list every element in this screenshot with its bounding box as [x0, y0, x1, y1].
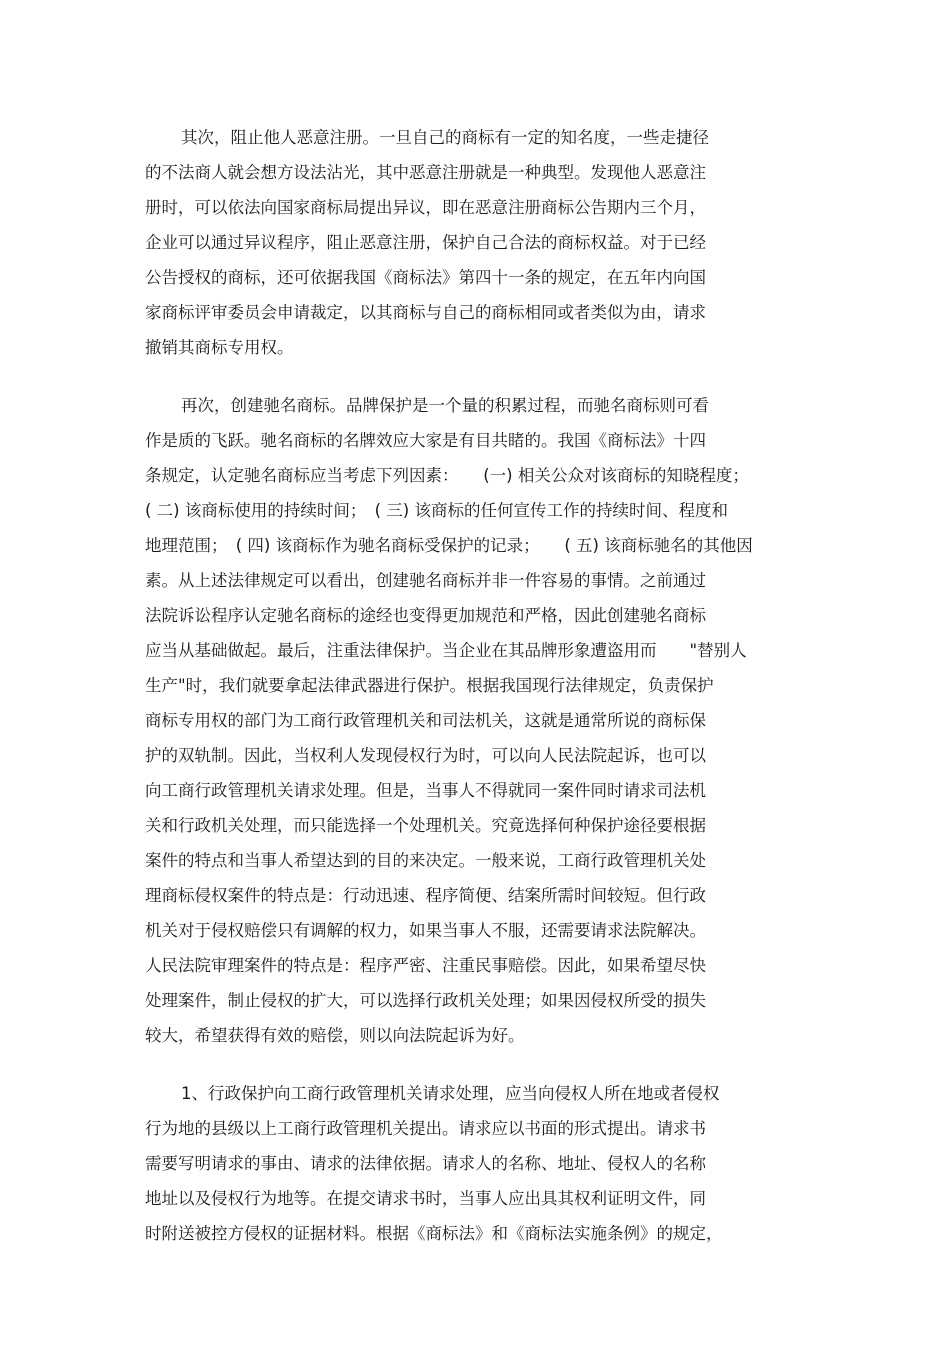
text-line: 撤销其商标专用权。 — [145, 338, 294, 357]
text-line: 生产"时，我们就要拿起法律武器进行保护。根据我国现行法律规定，负责保护 — [145, 676, 714, 695]
text-line: 向工商行政管理机关请求处理。但是，当事人不得就同一案件同时请求司法机 — [145, 781, 706, 800]
text-line: 机关对于侵权赔偿只有调解的权力，如果当事人不服，还需要请求法院解决。 — [145, 921, 706, 940]
text-line: 商标专用权的部门为工商行政管理机关和司法机关，这就是通常所说的商标保 — [145, 711, 706, 730]
text-line: 护的双轨制。因此，当权利人发现侵权行为时，可以向人民法院起诉，也可以 — [145, 746, 706, 765]
text-line: 处理案件，制止侵权的扩大，可以选择行政机关处理；如果因侵权所受的损失 — [145, 991, 706, 1010]
text-line: 地理范围； ( 四) 该商标作为驰名商标受保护的记录； ( 五) 该商标驰名的其他因 — [145, 536, 753, 555]
text-line: 公告授权的商标，还可依据我国《商标法》第四十一条的规定，在五年内向国 — [145, 268, 706, 287]
text-line: 企业可以通过异议程序，阻止恶意注册，保护自己合法的商标权益。对于已经 — [145, 233, 706, 252]
text-line: 家商标评审委员会申请裁定，以其商标与自己的商标相同或者类似为由，请求 — [145, 303, 706, 322]
text-line: 作是质的飞跃。驰名商标的名牌效应大家是有目共睹的。我国《商标法》十四 — [145, 431, 706, 450]
text-line: 行为地的县级以上工商行政管理机关提出。请求应以书面的形式提出。请求书 — [145, 1119, 706, 1138]
text-line: 人民法院审理案件的特点是：程序严密、注重民事赔偿。因此，如果希望尽快 — [145, 956, 706, 975]
text-line: 较大，希望获得有效的赔偿，则以向法院起诉为好。 — [145, 1026, 525, 1045]
text-line: 再次，创建驰名商标。品牌保护是一个量的积累过程，而驰名商标则可看 — [181, 396, 709, 415]
text-line: 册时，可以依法向国家商标局提出异议，即在恶意注册商标公告期内三个月， — [145, 198, 706, 217]
text-line: 条规定，认定驰名商标应当考虑下列因素： (一) 相关公众对该商标的知晓程度； — [145, 466, 749, 485]
text-line: 素。从上述法律规定可以看出，创建驰名商标并非一件容易的事情。之前通过 — [145, 571, 706, 590]
text-line: 时附送被控方侵权的证据材料。根据《商标法》和《商标法实施条例》的规定， — [145, 1224, 723, 1243]
text-line: 1、行政保护向工商行政管理机关请求处理，应当向侵权人所在地或者侵权 — [181, 1084, 720, 1103]
text-line: 关和行政机关处理，而只能选择一个处理机关。究竟选择何种保护途径要根据 — [145, 816, 706, 835]
text-line: 案件的特点和当事人希望达到的目的来决定。一般来说，工商行政管理机关处 — [145, 851, 706, 870]
text-line: 其次，阻止他人恶意注册。一旦自己的商标有一定的知名度，一些走捷径 — [181, 128, 709, 147]
text-line: 法院诉讼程序认定驰名商标的途经也变得更加规范和严格，因此创建驰名商标 — [145, 606, 706, 625]
text-line: 理商标侵权案件的特点是：行动迅速、程序简便、结案所需时间较短。但行政 — [145, 886, 706, 905]
text-line: 应当从基础做起。最后，注重法律保护。当企业在其品牌形象遭盗用而 "替别人 — [145, 641, 747, 660]
text-line: 需要写明请求的事由、请求的法律依据。请求人的名称、地址、侵权人的名称 — [145, 1154, 706, 1173]
text-line: 地址以及侵权行为地等。在提交请求书时，当事人应出具其权利证明文件，同 — [145, 1189, 706, 1208]
text-line: 的不法商人就会想方设法沾光，其中恶意注册就是一种典型。发现他人恶意注 — [145, 163, 706, 182]
text-line: ( 二) 该商标使用的持续时间； ( 三) 该商标的任何宣传工作的持续时间、程度和 — [145, 501, 728, 520]
